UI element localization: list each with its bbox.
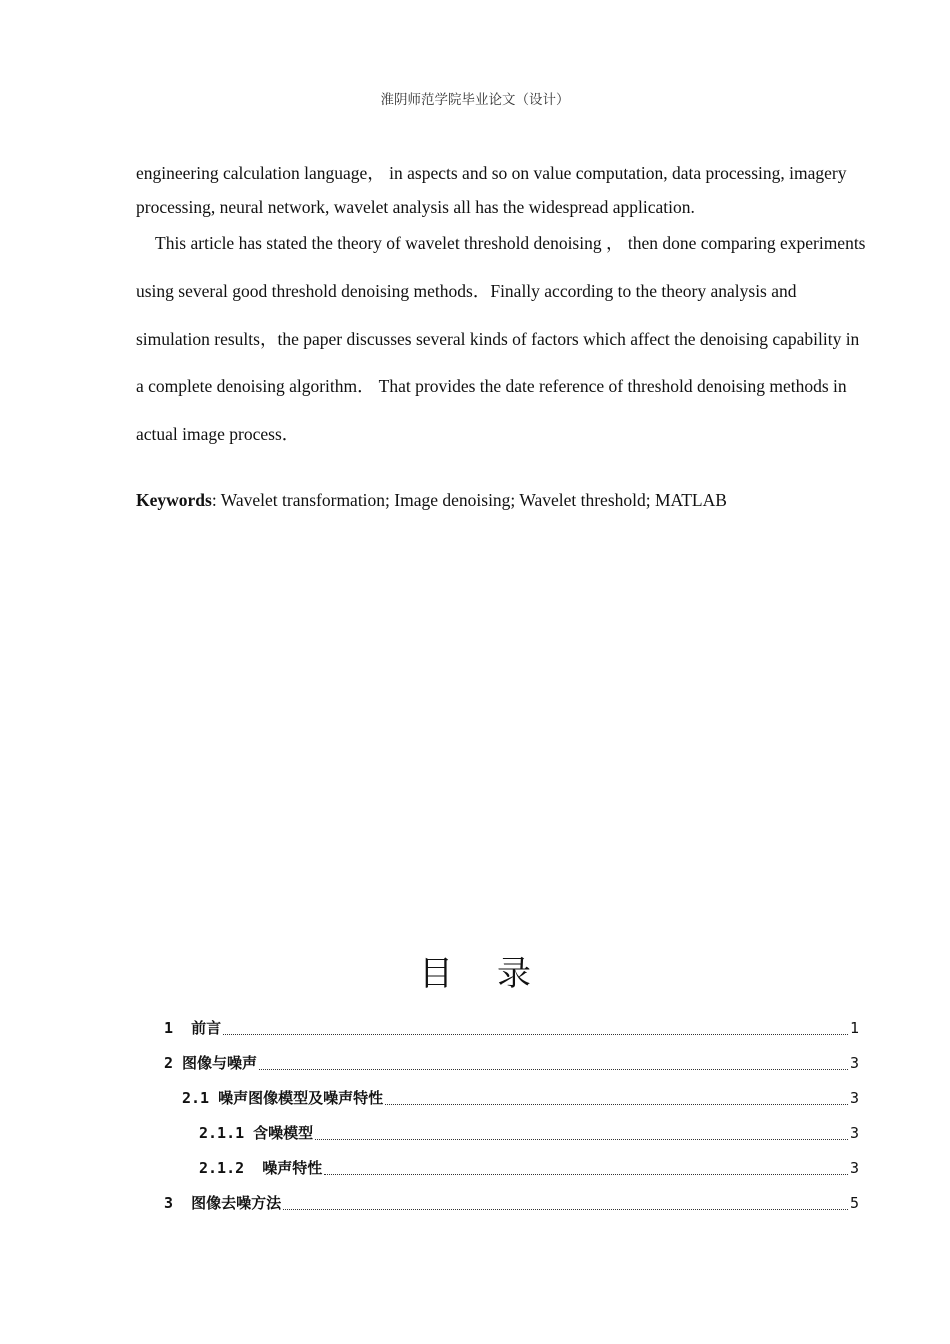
keywords-label: Keywords	[136, 490, 212, 510]
keywords-text: : Wavelet transformation; Image denoising; Wavelet threshold; MATLAB	[211, 490, 727, 510]
toc-entry[interactable]	[164, 1052, 859, 1074]
abstract-continuation: engineering calculation language， in aspects and so on value computation, data processing, imagery processing, neural network, wavelet analysis all has the widespread application.	[136, 163, 847, 217]
toc-leader-dots	[324, 1173, 848, 1175]
toc-entry-label: 3 图像去噪方法	[164, 1194, 282, 1212]
toc-entry[interactable]	[199, 1157, 859, 1179]
toc-leader-dots	[223, 1033, 848, 1035]
toc-entry-page: 3	[849, 1089, 859, 1107]
toc-entry-label: 2.1.2 噪声特性	[199, 1159, 323, 1177]
page-header: 淮阴师范学院毕业论文（设计）	[380, 92, 570, 108]
toc-entry-page: 1	[849, 1019, 859, 1037]
toc-entry[interactable]	[164, 1192, 859, 1214]
toc-title: 目录	[419, 954, 575, 994]
toc-leader-dots	[315, 1138, 848, 1140]
toc-entry[interactable]	[182, 1087, 859, 1109]
toc-entry-page: 5	[849, 1194, 859, 1212]
keywords-line	[136, 490, 727, 511]
toc-leader-dots	[385, 1103, 848, 1105]
toc-entry-label: 1 前言	[164, 1019, 222, 1037]
toc-entry-page: 3	[849, 1159, 859, 1177]
toc-entry-page: 3	[849, 1124, 859, 1142]
toc-leader-dots	[283, 1208, 848, 1210]
toc-entry-label: 2 图像与噪声	[164, 1054, 258, 1072]
toc-entry-page: 3	[849, 1054, 859, 1072]
toc-entry-label: 2.1 噪声图像模型及噪声特性	[182, 1089, 384, 1107]
toc-entry-label: 2.1.1 含噪模型	[199, 1124, 314, 1142]
toc-leader-dots	[259, 1068, 848, 1070]
toc-entry[interactable]	[164, 1017, 859, 1039]
abstract-paragraph: This article has stated the theory of wavelet threshold denoising ， then done comparing experiments using several good threshold denoising methods．Finally according to the theory analysis and simulation results，the paper discusses several kinds of factors which affect the denoising capability in a complete denoising algorithm． That provides the date reference of threshold denoising methods in actual image process．	[136, 233, 866, 445]
toc-entry[interactable]	[199, 1122, 859, 1144]
